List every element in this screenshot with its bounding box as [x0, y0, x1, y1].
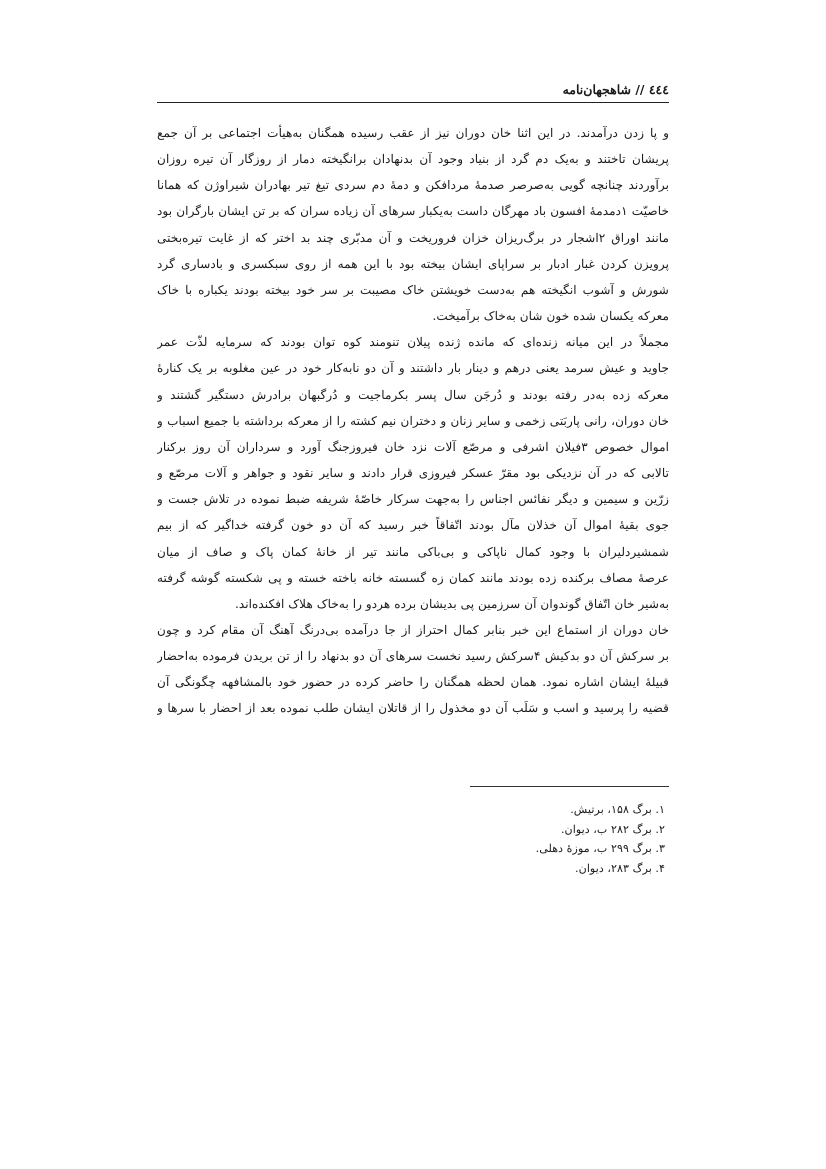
text-line: مانند اوراق ۲اشجار در برگ‌ریزان خزان فروریخت و آن مدبّری چند بد اختر که از غایت تیره‌بختی: [157, 230, 669, 245]
text-line: تالابی که در آن نزدیکی بود مقرّ عسکر فیروزی قرار دادند و سایر نقود و جواهر و آلات مرصّع و: [157, 466, 669, 481]
text-line: برآوردند چنانچه گویی به‌صرصر صدمهٔ مردافکن و دمهٔ دم سردی تیغ تیر بهادران شیراوژن که همانا: [157, 178, 669, 193]
text-line: زرّین و سیمین و دیگر نفائس اجناس را به‌جهت سرکار خاصّهٔ شریفه ضبط نموده در تلاش جست و: [157, 492, 669, 507]
book-title: شاهجهان‌نامه: [562, 82, 631, 97]
page-number: ٤٤٤: [648, 82, 669, 97]
text-line: قضیه را پرسید و اسب و سَلَب آن دو مخذول را از قاتلان ایشان طلب نموده بعد از احضار با سرها و: [157, 701, 669, 716]
text-line: عرصهٔ مصاف برکنده زده بودند مانند کمان زه گسسته خانه باخته خسته و پی شکسته گوشه گرفته: [157, 570, 669, 585]
footnote: ۴. برگ ۲۸۳، دیوان.: [575, 861, 665, 875]
body-text: [157, 120, 669, 722]
text-line: اموال خصوص ۳فیلان اشرفی و مرصّع آلات نزد خان فیروزجنگ آورد و سرداران آن روز برکنار: [157, 439, 669, 454]
text-line: مجملاً در این میانه زنده‌ای که مانده ژنده پیلان تنومند کوه توان بودند که سرمایه لذّت عمر: [157, 335, 669, 350]
footnote: ۲. برگ ۲۸۲ ب، دیوان.: [560, 822, 665, 836]
paragraph-3: [157, 617, 669, 722]
text-line: معرکه زده به‌در رفته بودند و دُرجَن سال پسر بکرماجیت و دُرگبهان برادرش دستگیر گشتند و: [157, 387, 669, 402]
text-line: جوی بقیهٔ اموال آن خذلان مآل بودند اتّفاقاً خبر رسید که آن دو خون گرفته خداگیر که از بیم: [157, 518, 669, 533]
text-line: به‌شیر خان اتّفاق گوندوان آن سرزمین پی بدیشان برده هردو را به‌خاک هلاک افکنده‌اند.: [234, 596, 669, 611]
text-line: پریشان تاختند و به‌یک دم گرد از بنیاد وجود آن بدنهادان برانگیخته دمار از روزگار آن تیره روزان: [157, 152, 669, 167]
text-line: شورش و آشوب انگیخته هم به‌دست خویشتن خاک مصیبت بر سر خود بیخته بودند یکباره با خاک: [157, 282, 669, 297]
footnote: ۱. برگ ۱۵۸، برتیش.: [570, 803, 665, 816]
text-line: بر سرکش آن دو بدکیش ۴سرکش رسید نخست سرهای آن دو بدنهاد را از تن بریدن فرموده به‌احضار: [157, 649, 669, 664]
text-line: جاوید و عیش سرمد یعنی درهم و دینار بار داشتند و آن دو نابه‌کار خود در عین مغلوبه بر یک کنارهٔ: [157, 361, 669, 376]
text-line: پرویزن کردن غبار ادبار بر سراپای ایشان بیخته بود با این همه از روی سبکسری و بادساری گرد: [157, 256, 669, 271]
paragraph-1: [157, 120, 669, 329]
text-line: خان دوران از استماع این خبر بنابر کمال احتراز از جا درآمده بی‌درنگ آهنگ آن مقام کرد و چون: [157, 622, 669, 637]
text-line: معرکه یکسان شده خون شان به‌خاک برآمیخت.: [432, 309, 669, 324]
text-line: و پا زدن درآمدند. در این اثنا خان دوران نیز از عقب رسیده همگنان به‌هیأت اجتماعی بر آن جمع: [157, 126, 669, 140]
paragraph-2: [157, 329, 669, 617]
header-rule: [157, 102, 669, 103]
text-line: شمشیردلیران با وجود کمال ناپاکی و بی‌باکی مانند تیر از خانهٔ کمان پاک و صاف از میان: [157, 544, 669, 559]
footnote-rule: [470, 786, 669, 787]
footnotes: [357, 800, 669, 878]
text-line: قبیلهٔ ایشان اشاره نمود. همان لحظه همگنان را حاضر کرده در حضور خود بالمشافهه چگونگی آن: [157, 675, 669, 690]
footnote: ۳. برگ ۲۹۹ ب، موزهٔ دهلی.: [535, 842, 665, 856]
header-separator: //: [635, 82, 645, 97]
running-header: [157, 82, 669, 102]
text-line: خاصیّت ۱دمدمهٔ افسون باد مهرگان داست به‌یکبار سرهای آن زیاده سران که بر تن ایشان بارگران بود: [157, 204, 669, 219]
text-line: خان دوران، رانی پاربَتی زخمی و سایر زنان و دختران نیم کشته را از معرکه برداشته با جمیع اسباب و: [157, 413, 669, 428]
